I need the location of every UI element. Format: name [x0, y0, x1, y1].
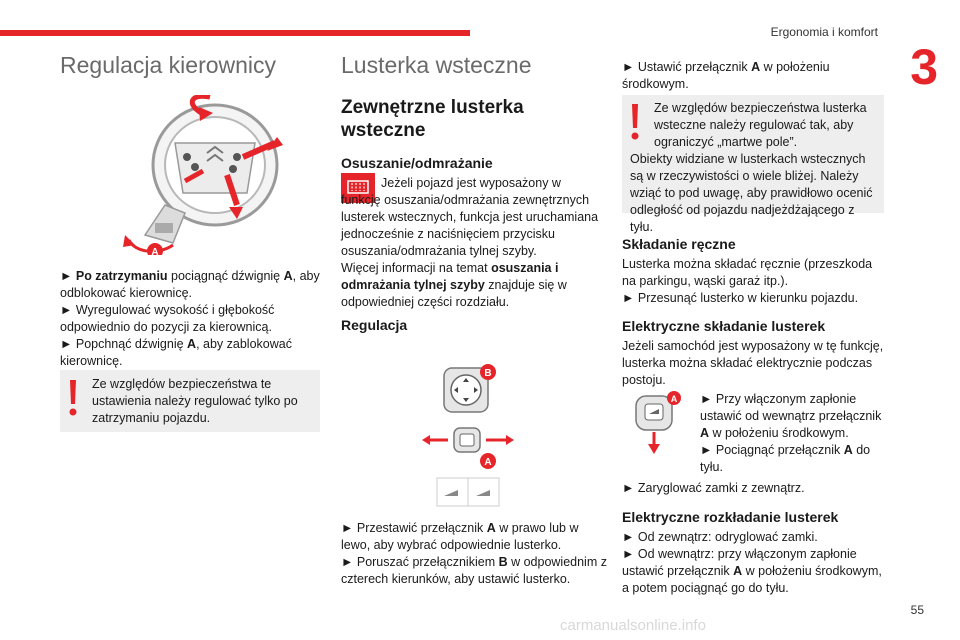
unfold-step-1: ► Od zewnątrz: odryglować zamki.: [622, 530, 818, 544]
adjust-step-2: ► Poruszać przełącznikiem B w odpowiednim z czterech kierunków, aby ustawić lusterko.: [341, 555, 607, 586]
warning-text: Ze względów bezpieczeństwa te ustawienia należy regulować tylko po zatrzymaniu pojazdu.: [92, 377, 298, 425]
heading-manual-fold: Składanie ręczne: [622, 236, 736, 252]
electric-unfold-steps: [622, 529, 888, 597]
step-1: ► Po zatrzymaniu pociągnąć dźwignię A, aby odblokować kierownicę.: [60, 269, 320, 300]
warning-text-1: Ze względów bezpieczeństwa lusterka wsteczne należy regulować tak, aby ograniczyć „martwe pole”.: [654, 101, 867, 149]
fold-step-1: ► Przy włączonym zapłonie ustawić od wewnątrz przełącznik A w położeniu środkowym.: [700, 392, 882, 440]
warning-box-steering: [60, 370, 320, 432]
label-a-badge-2: A: [484, 457, 492, 468]
step-2: ► Wyregulować wysokość i głębokość odpowiednio do pozycji za kierownicą.: [60, 303, 275, 334]
watermark: carmanualsonline.info: [560, 617, 706, 634]
manual-step: ► Przesunąć lusterko w kierunku pojazdu.: [622, 291, 859, 305]
unfold-step-2: ► Od wewnątrz: przy włączonym zapłonie ustawić przełącznik A w położeniu środkowym, a potem pociągnąć go do tyłu.: [622, 547, 882, 595]
section-title-steering: Regulacja kierownicy: [60, 52, 277, 78]
manual-fold-text: Lusterka można składać ręcznie (przeszkoda na parkingu, wąski garaż itp.). ► Przesunąć lusterko w kierunku pojazdu.: [622, 256, 888, 307]
steering-steps: [60, 268, 322, 370]
heading-adjust: Regulacja: [341, 317, 408, 333]
heading-electric-fold: Elektryczne składanie lusterek: [622, 318, 826, 334]
label-a-badge-3: A: [670, 394, 678, 404]
warning-box-mirrors: [622, 95, 884, 234]
exclamation-icon: [66, 378, 80, 418]
center-step: ► Ustawić przełącznik A w położeniu środkowym.: [622, 60, 830, 91]
fold-step-3: ► Zaryglować zamki z zewnątrz.: [622, 481, 805, 495]
section-title-mirrors: Lusterka wsteczne: [341, 52, 532, 78]
step-3: ► Popchnąć dźwignię A, aby zablokować kierownicę.: [60, 337, 292, 368]
electric-fold-text: Jeżeli samochód jest wyposażony w tę funkcję, lusterka można składać elektrycznie podczas postoju.: [622, 339, 884, 387]
chapter-number: 3: [910, 39, 938, 95]
label-a-badge: A: [151, 247, 159, 255]
fold-switch-icon: [628, 390, 688, 456]
warning-text-2: Obiekty widziane w lusterkach wstecznych są w rzeczywistości o wiele bliżej. Należy wziąć to pod uwagę, aby prawidłowo ocenić odległość od pojazdu nadjeżdżającego z tyłu.: [630, 152, 873, 234]
page-number: 55: [910, 603, 924, 617]
electric-fold-steps: [700, 391, 890, 476]
adjust-steps: [341, 520, 609, 588]
steering-wheel-illustration: [115, 95, 290, 255]
defrost-paragraph: Jeżeli pojazd jest wyposażony w funkcję osuszania/odmrażania zewnętrznych lusterek wstecznych, funkcja jest uruchamiana jednocześnie z naciśnięciem przycisku osuszania/odmrażania tylnej szyby.: [341, 176, 599, 258]
defrost-reference: Więcej informacji na temat osuszania i odmrażania tylnej szyby znajduje się w odpowiedniej części rozdziału.: [341, 261, 567, 309]
adjust-step-1: ► Przestawić przełącznik A w prawo lub w lewo, aby wybrać odpowiednie lusterko.: [341, 521, 579, 552]
running-header: Ergonomia i komfort: [770, 25, 878, 39]
defrost-text: [341, 175, 603, 311]
heading-defrost: Osuszanie/odmrażanie: [341, 155, 493, 171]
fold-step-2: ► Pociągnąć przełącznik A do tyłu.: [700, 443, 871, 474]
heading-electric-unfold: Elektryczne rozkładanie lusterek: [622, 509, 839, 525]
header-red-bar: [0, 30, 470, 36]
subsection-title: Zewnętrzne lusterka wsteczne: [341, 97, 524, 141]
label-b-badge: B: [484, 368, 492, 379]
mirror-control-illustration: [420, 360, 520, 510]
exclamation-icon-2: [628, 102, 642, 142]
